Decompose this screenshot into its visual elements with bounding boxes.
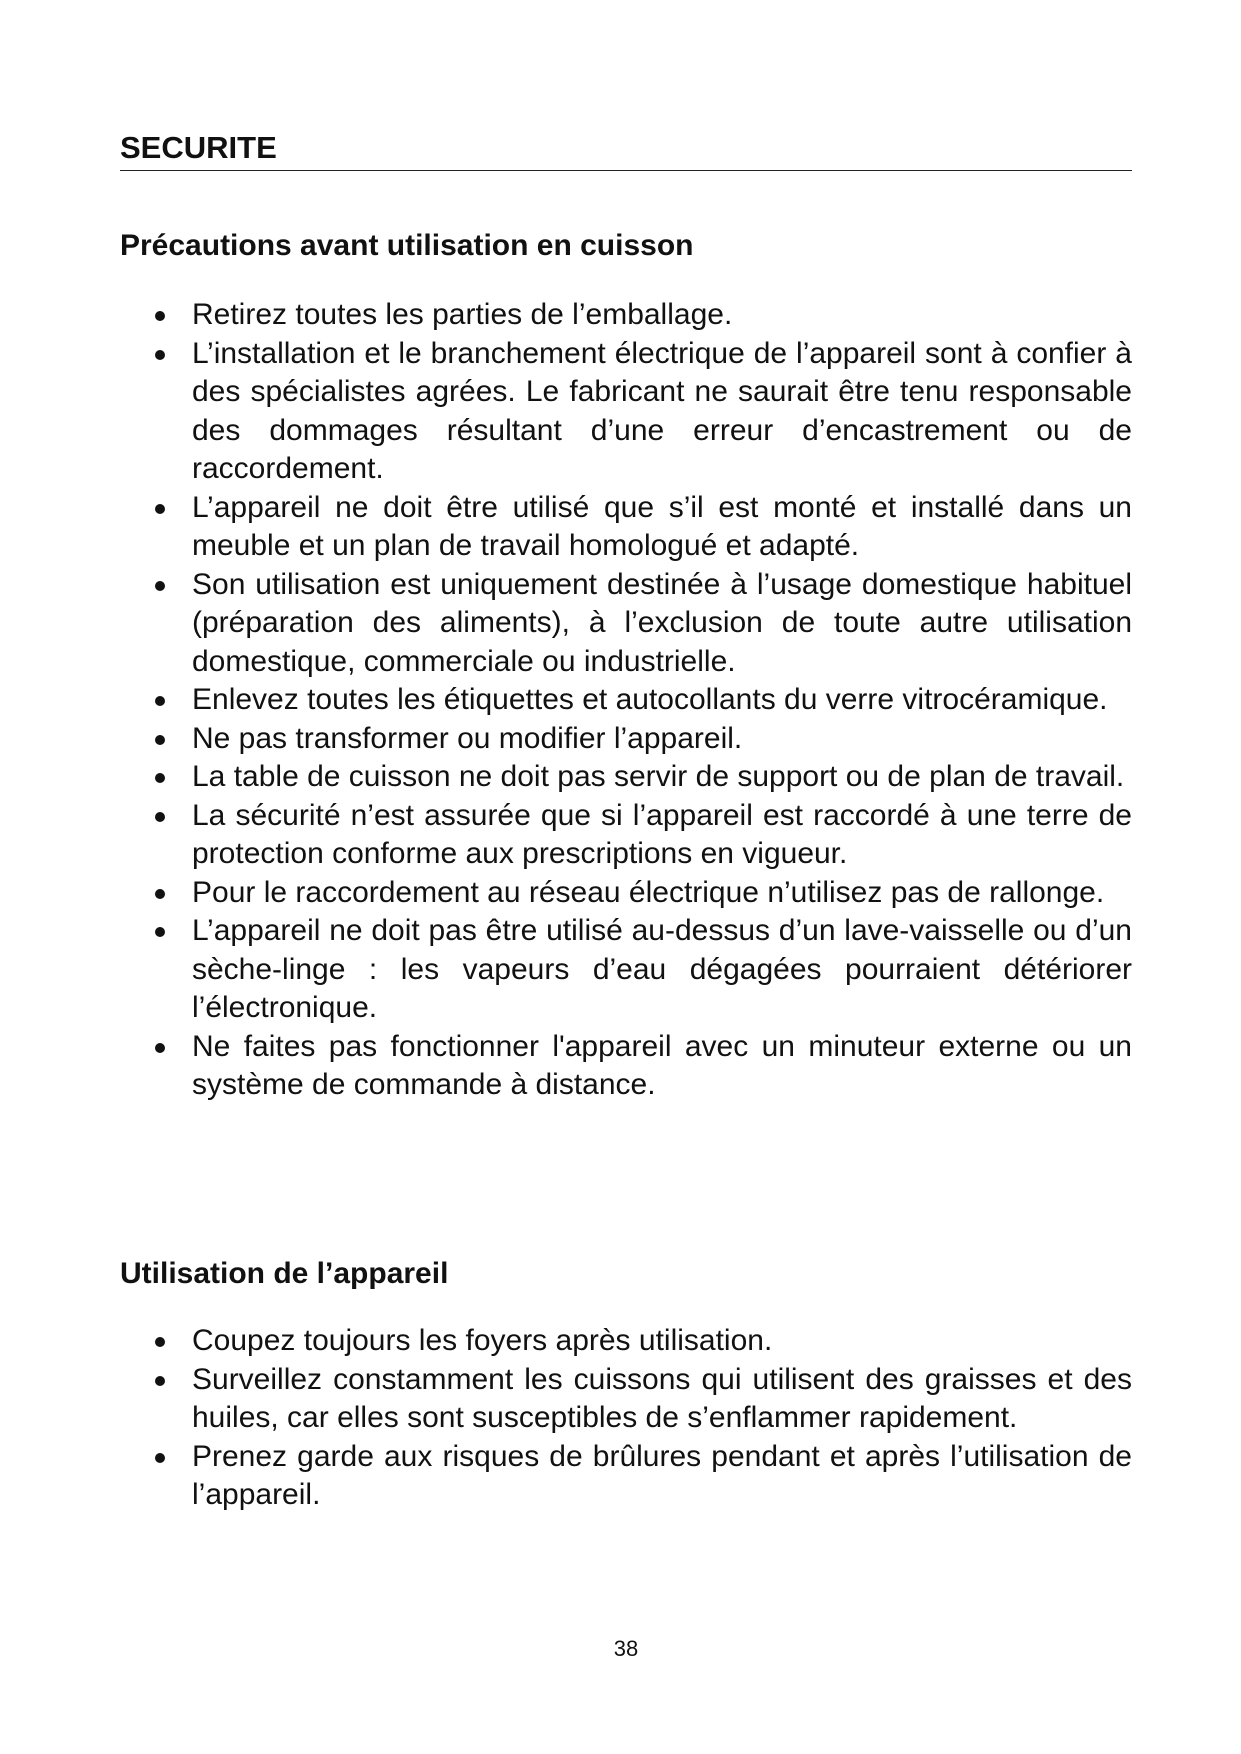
bullet-icon (155, 735, 165, 745)
list-item: L’appareil ne doit être utilisé que s’il est monté et installé dans un meuble et un plan de travail homologué et adapté. (120, 489, 1132, 566)
bullet-icon (155, 696, 165, 706)
page-title: SECURITE (120, 130, 1132, 171)
bullet-icon (155, 1043, 165, 1053)
bullet-icon (155, 311, 165, 321)
page-number: 38 (613, 1636, 639, 1661)
bullet-icon (155, 350, 165, 360)
list-item: Son utilisation est uniquement destinée à l’usage domestique habituel (préparation des aliments), à l’exclusion de toute autre utilisation domestique, commerciale ou industrielle. (120, 566, 1132, 682)
list-item: La sécurité n’est assurée que si l’appareil est raccordé à une terre de protection conforme aux prescriptions en vigueur. (120, 797, 1132, 874)
precautions-list (120, 296, 1132, 1105)
list-item: L’appareil ne doit pas être utilisé au-dessus d’un lave-vaisselle ou d’un sèche-linge : les vapeurs d’eau dégagées pourraient détériorer l’électronique. (120, 912, 1132, 1028)
bullet-icon (155, 889, 165, 899)
list-item: L’installation et le branchement électrique de l’appareil sont à confier à des spécialistes agrées. Le fabricant ne saurait être tenu responsable des dommages résultant d’une erreur d’encastrement ou de raccordement. (120, 335, 1132, 489)
bullet-icon (155, 504, 165, 514)
bullet-icon (155, 927, 165, 937)
list-item: Ne faites pas fonctionner l'appareil avec un minuteur externe ou un système de commande à distance. (120, 1028, 1132, 1105)
bullet-icon (155, 812, 165, 822)
utilisation-list (120, 1322, 1132, 1515)
list-item: Enlevez toutes les étiquettes et autocollants du verre vitrocéramique. (120, 681, 1132, 720)
bullet-icon (155, 1337, 165, 1347)
section-title-precautions: Précautions avant utilisation en cuisson (120, 229, 694, 262)
list-item: Prenez garde aux risques de brûlures pendant et après l’utilisation de l’appareil. (120, 1438, 1132, 1515)
list-item: Ne pas transformer ou modifier l’appareil. (120, 720, 1132, 759)
bullet-icon (155, 1376, 165, 1386)
document-page (120, 0, 1132, 1754)
bullet-icon (155, 581, 165, 591)
bullet-icon (155, 1453, 165, 1463)
section-title-utilisation: Utilisation de l’appareil (120, 1257, 449, 1290)
list-item: Coupez toujours les foyers après utilisation. (120, 1322, 1132, 1361)
list-item: Pour le raccordement au réseau électrique n’utilisez pas de rallonge. (120, 874, 1132, 913)
list-item: La table de cuisson ne doit pas servir de support ou de plan de travail. (120, 758, 1132, 797)
list-item: Retirez toutes les parties de l’emballage. (120, 296, 1132, 335)
list-item: Surveillez constamment les cuissons qui utilisent des graisses et des huiles, car elles sont susceptibles de s’enflammer rapidement. (120, 1361, 1132, 1438)
bullet-icon (155, 773, 165, 783)
